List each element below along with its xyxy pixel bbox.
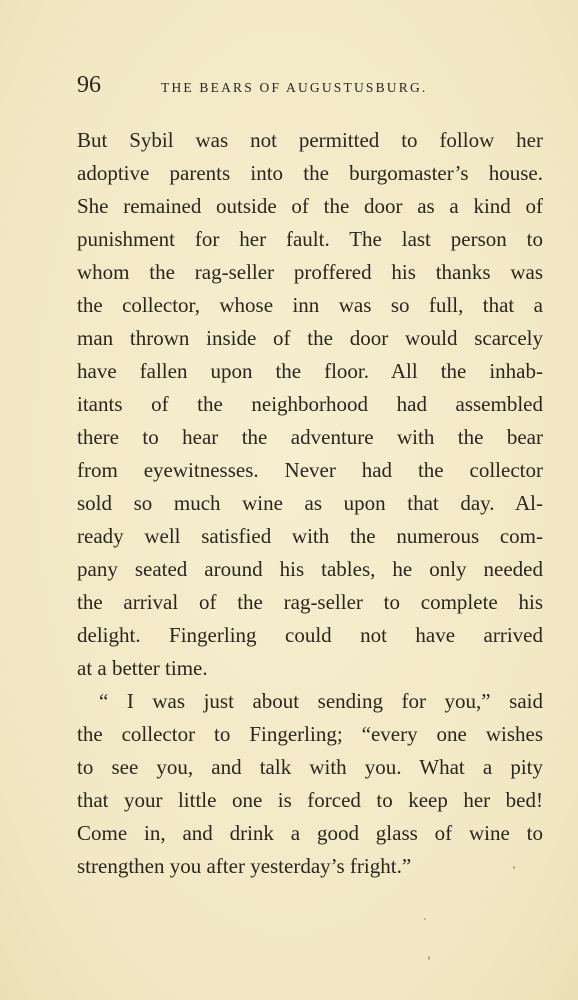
page-header [77, 70, 547, 100]
paper-speck [428, 956, 430, 960]
text-line: punishment for her fault. The last person to [77, 227, 543, 251]
text-line: have fallen upon the floor. All the inhab- [77, 359, 543, 383]
running-title: THE BEARS OF AUGUSTUSBURG. [161, 80, 428, 95]
text-line: that your little one is forced to keep her bed! [77, 788, 543, 812]
text-line: the collector to Fingerling; “every one wishes [77, 722, 543, 746]
text-line: sold so much wine as upon that day. Al- [77, 491, 543, 515]
text-line: there to hear the adventure with the bear [77, 425, 543, 449]
text-line: whom the rag-seller proffered his thanks was [77, 260, 543, 284]
text-line: from eyewitnesses. Never had the collector [77, 458, 543, 482]
text-line: She remained outside of the door as a kind of [77, 194, 543, 218]
text-line: at a better time. [77, 656, 208, 680]
text-line: But Sybil was not permitted to follow her [77, 128, 543, 152]
text-line: strengthen you after yesterday’s fright.” [77, 854, 412, 878]
text-line: man thrown inside of the door would scarcely [77, 326, 543, 350]
paper-speck [513, 866, 515, 869]
text-line: to see you, and talk with you. What a pity [77, 755, 543, 779]
text-line: “ I was just about sending for you,” said [99, 689, 543, 713]
text-line: the arrival of the rag-seller to complete his [77, 590, 543, 614]
text-line: Come in, and drink a good glass of wine to [77, 821, 543, 845]
page-number: 96 [77, 72, 101, 98]
text-line: itants of the neighborhood had assembled [77, 392, 543, 416]
text-line: delight. Fingerling could not have arrived [77, 623, 543, 647]
text-line: ready well satisfied with the numerous com- [77, 524, 543, 548]
text-line: pany seated around his tables, he only needed [77, 557, 543, 581]
paper-speck [424, 918, 426, 920]
body-text [77, 124, 543, 883]
text-line: the collector, whose inn was so full, that a [77, 293, 543, 317]
text-line: adoptive parents into the burgomaster’s house. [77, 161, 543, 185]
